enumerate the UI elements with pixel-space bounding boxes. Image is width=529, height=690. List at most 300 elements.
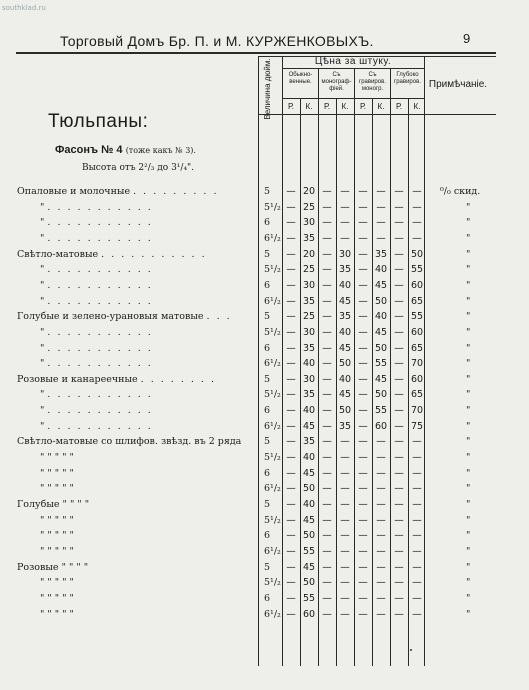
table-row [0,468,529,483]
price-cell: 25 [302,311,316,323]
price-cell: 40 [374,311,388,323]
row-size: 6 [264,467,271,479]
row-label [40,421,153,432]
row-label-text: " " " " " [40,467,74,479]
price-cell: — [322,592,332,604]
row-label [40,405,153,416]
price-cell: — [412,499,422,510]
price-cell: — [358,373,368,385]
row-label [40,452,74,463]
price-cell: — [322,436,332,448]
price-cell: — [340,467,350,479]
price-cell: — [376,561,386,573]
row-label [40,280,153,291]
table-row [0,311,529,326]
row-label [40,468,74,479]
price-cell: 45 [374,373,388,385]
price-cell: — [286,499,296,510]
row-note: " [466,467,471,479]
price-cell: 40 [338,326,352,338]
price-cell: — [358,545,368,557]
price-cell: — [358,217,368,229]
price-cell: — [322,217,332,229]
price-cell: — [322,389,332,401]
rk-label: Р. [287,102,295,111]
row-label [40,343,153,354]
price-cell: — [322,545,332,557]
row-size: 6¹/₂ [264,483,281,495]
price-cell: — [322,499,332,510]
price-cell: — [358,467,368,479]
price-cell: — [286,561,296,573]
table-row [0,186,529,201]
price-cell: 30 [302,373,316,385]
row-size: 5¹/₂ [264,201,281,213]
price-cell: — [376,499,386,510]
section-title: Тюльпаны: [48,111,149,132]
leader-dots: . . . . . . . . . . . [47,420,153,432]
price-cell: — [286,545,296,557]
price-cell: — [322,483,332,495]
price-cell: — [322,608,332,620]
price-cell: 65 [410,389,424,401]
leader-dots: . . . . . . . . . . . [47,232,153,244]
price-cell: — [394,186,404,197]
row-label [40,217,153,228]
price-cell: — [394,608,404,620]
price-cell: — [394,436,404,448]
price-cell: — [322,248,332,260]
price-cell: — [412,452,422,464]
price-cell: — [340,577,350,589]
row-note: " [466,452,471,464]
price-cell: — [394,264,404,276]
table-row [0,280,529,295]
table-row [0,499,529,514]
row-note: " [466,311,471,323]
price-cell: — [340,530,350,542]
row-note: " [466,264,471,276]
price-cell: — [286,577,296,589]
row-note: " [466,326,471,338]
row-note: " [466,279,471,291]
table-row [0,593,529,608]
price-cell: 20 [302,248,316,260]
price-cell: — [286,452,296,464]
rk-label: К. [341,102,349,111]
price-cell: — [358,530,368,542]
price-cell: 40 [338,279,352,291]
price-cell: 60 [410,279,424,291]
price-cell: — [286,217,296,229]
price-cell: — [376,514,386,526]
row-size: 5 [264,311,271,323]
table-row [0,296,529,311]
row-size: 5¹/₂ [264,452,281,464]
row-label-text: " " " " " [40,483,74,495]
price-cell: — [376,217,386,229]
fason-line [55,144,196,156]
price-cell: — [394,279,404,291]
price-cell: — [376,186,386,197]
row-size: 5 [264,561,271,573]
price-cell: — [286,358,296,370]
price-cell: — [358,232,368,244]
price-cell: 40 [338,373,352,385]
price-cell: 40 [302,452,316,464]
price-cell: — [376,592,386,604]
row-note: " [466,389,471,401]
price-cell: — [376,201,386,213]
price-cell: — [412,577,422,589]
height-range: Высота отъ 2²/₃ до 3¹/₄". [82,163,195,173]
row-size: 5¹/₂ [264,577,281,589]
price-cell: — [358,483,368,495]
row-size: 6 [264,592,271,604]
row-note: " [466,436,471,448]
table-row [0,421,529,436]
table-row [0,530,529,545]
price-cell: 60 [410,373,424,385]
row-label [40,483,74,494]
leader-dots: . . . . . . . . . [133,186,219,197]
price-cell: 35 [338,311,352,323]
price-col-ordinary: Обыкно-венные. [288,72,313,85]
price-cell: — [358,326,368,338]
price-cell: — [286,592,296,604]
price-cell: — [376,467,386,479]
table-row [0,546,529,561]
price-cell: — [340,232,350,244]
leader-dots: . . . . . . . . . . . [101,248,207,260]
price-cell: — [358,311,368,323]
price-cell: — [322,326,332,338]
price-cell: — [322,561,332,573]
note-column-header: Примѣчаніе. [428,79,488,90]
row-label-text: " " " " " [40,530,74,542]
table-row [0,405,529,420]
price-cell: 40 [302,358,316,370]
price-cell: — [394,405,404,417]
row-label-text: " [40,264,45,276]
price-cell: 50 [374,295,388,307]
row-size: 5 [264,186,271,197]
price-cell: — [286,514,296,526]
price-cell: — [340,514,350,526]
price-cell: — [286,264,296,276]
row-size: 5 [264,373,271,385]
row-label [40,593,74,604]
price-cell: — [394,499,404,510]
row-label-text: " [40,217,45,229]
row-label-text: " [40,326,45,338]
leader-dots: . . . . . . . . . . . [47,405,153,417]
price-cell: — [394,232,404,244]
price-cell: — [286,326,296,338]
rk-label: К. [413,102,421,111]
price-cell: 60 [410,326,424,338]
price-cell: — [394,514,404,526]
price-cell: — [412,436,422,448]
price-cell: — [286,201,296,213]
price-cell: — [358,264,368,276]
price-cell: — [322,420,332,432]
leader-dots: . . . . . . . . . . . [47,358,153,370]
row-size: 6¹/₂ [264,232,281,244]
row-note: " [466,514,471,526]
row-note: " [466,295,471,307]
price-cell: 45 [338,342,352,354]
price-cell: — [322,530,332,542]
price-cell: 40 [302,405,316,417]
table-row [0,202,529,217]
row-size: 5¹/₂ [264,514,281,526]
row-note: " [466,592,471,604]
price-cell: — [394,545,404,557]
row-label-text: " " " " " [40,452,74,464]
price-cell: 55 [374,405,388,417]
price-cell: — [340,436,350,448]
table-row [0,217,529,232]
price-cell: 45 [302,561,316,573]
table-row [0,609,529,624]
price-cell: — [394,561,404,573]
row-label [40,577,74,588]
price-cell: — [322,405,332,417]
price-title-rule [282,68,424,69]
price-cell: — [376,436,386,448]
price-cell: 30 [302,217,316,229]
row-label-text: " " " " " [40,608,74,620]
row-label [17,436,241,447]
row-label-text: " [40,420,45,432]
price-cell: — [376,232,386,244]
row-label [40,233,153,244]
page-header-title: Торговый Домъ Бр. П. и М. КУРЖЕНКОВЫХЪ. [60,33,374,49]
row-note: " [466,499,471,510]
price-cell: — [358,577,368,589]
row-size: 6¹/₂ [264,420,281,432]
price-cell: 60 [302,608,316,620]
row-label-text: " " " " " [40,577,74,589]
row-note: ⁰/₀ скид. [440,186,481,197]
price-cell: 40 [302,499,316,510]
row-label-text: Свѣтло-матовые [17,248,99,260]
row-note: " [466,405,471,417]
row-label [40,296,153,307]
row-label [40,358,153,369]
table-row [0,562,529,577]
price-cell: — [358,561,368,573]
row-label [40,264,153,275]
table-row [0,389,529,404]
price-cell: — [340,608,350,620]
price-cell: — [412,201,422,213]
price-cell: — [376,608,386,620]
row-label-text: " " " " " [40,592,74,604]
price-cell: — [412,467,422,479]
price-cell: — [286,436,296,448]
price-cell: — [394,217,404,229]
row-label-text: " [40,295,45,307]
price-cell: — [394,452,404,464]
row-label [40,609,74,620]
row-note: " [466,530,471,542]
price-cell: — [412,232,422,244]
row-label-text: " [40,279,45,291]
price-cell: — [394,326,404,338]
price-cell: — [376,452,386,464]
price-cell: — [286,279,296,291]
price-cell: — [358,592,368,604]
row-note: " [466,577,471,589]
row-size: 5 [264,499,271,510]
row-size: 6¹/₂ [264,545,281,557]
row-label-text: Розовые и канареечные [17,373,138,385]
price-cell: 35 [302,342,316,354]
header-rule [16,52,496,54]
price-cell: — [340,561,350,573]
price-cell: — [286,420,296,432]
price-cell: 50 [410,248,424,260]
price-cell: — [412,186,422,197]
price-cell: 35 [302,295,316,307]
row-label-text: " [40,405,45,417]
row-note: " [466,232,471,244]
price-cell: — [286,608,296,620]
row-label-text: Розовые " " " " [17,561,89,573]
price-cell: 50 [338,358,352,370]
price-header: Цѣна за штуку. [314,56,392,67]
price-cell: — [322,186,332,197]
price-col-engraved-monogram: Съ гравиров. моногр. [359,72,386,92]
price-cell: — [322,452,332,464]
rk-label: Р. [323,102,331,111]
price-cell: — [286,405,296,417]
price-cell: — [358,389,368,401]
price-cell: 30 [302,279,316,291]
price-cell: — [340,201,350,213]
price-cell: 55 [410,264,424,276]
price-cell: 40 [374,264,388,276]
price-cell: — [412,545,422,557]
price-cell: — [322,295,332,307]
price-cell: 30 [338,248,352,260]
leader-dots: . . . . . . . . . . . [47,264,153,276]
leader-dots: . . . . . . . . . . . [47,217,153,229]
price-cell: — [358,405,368,417]
row-label-text: " [40,358,45,370]
table-row [0,374,529,389]
leader-dots: . . . . . . . . . . . [47,326,153,338]
row-size: 6 [264,279,271,291]
price-cell: — [394,311,404,323]
row-size: 6¹/₂ [264,608,281,620]
price-cell: 45 [302,514,316,526]
price-cell: 55 [302,545,316,557]
price-cell: — [412,483,422,495]
table-row [0,327,529,342]
price-cell: — [340,592,350,604]
row-note: " [466,248,471,260]
price-cell: — [394,389,404,401]
row-note: " [466,358,471,370]
price-cell: 35 [338,420,352,432]
row-label-text: " [40,201,45,213]
table-row [0,358,529,373]
price-cell: 55 [374,358,388,370]
row-label-text: Опаловые и молочные [17,186,131,197]
price-cell: — [340,545,350,557]
price-cell: — [286,373,296,385]
price-cell: — [394,530,404,542]
price-cell: — [322,232,332,244]
price-cell: — [322,279,332,291]
row-label [17,311,232,322]
price-cell: 25 [302,201,316,213]
price-cell: — [286,389,296,401]
price-cell: — [340,499,350,510]
price-cell: 50 [302,530,316,542]
price-cell: — [322,577,332,589]
row-note: " [466,483,471,495]
price-cell: — [376,577,386,589]
price-cell: — [358,295,368,307]
row-note: " [466,201,471,213]
price-cell: — [412,592,422,604]
price-cell: — [412,217,422,229]
price-cell: 35 [302,389,316,401]
row-size: 5 [264,436,271,448]
row-size: 6 [264,342,271,354]
price-cell: — [286,295,296,307]
price-cell: — [358,358,368,370]
price-cell: — [394,342,404,354]
row-size: 6 [264,530,271,542]
row-label-text: " [40,342,45,354]
row-label [40,546,74,557]
row-label-text: " [40,232,45,244]
row-size: 6¹/₂ [264,295,281,307]
table-row [0,233,529,248]
row-label [17,499,89,510]
row-note: " [466,545,471,557]
rk-label: Р. [359,102,367,111]
row-label [40,202,153,213]
price-cell: — [394,248,404,260]
price-cell: — [340,452,350,464]
price-cell: — [322,201,332,213]
price-cell: — [358,342,368,354]
price-cell: — [412,514,422,526]
price-cell: — [322,311,332,323]
row-size: 6 [264,217,271,229]
row-note: " [466,561,471,573]
price-cell: — [358,279,368,291]
table-row [0,515,529,530]
price-col-monogram: Съ монограф-фіей. [321,72,352,92]
leader-dots: . . . [206,311,232,323]
price-cell: — [286,483,296,495]
table-row [0,249,529,264]
row-label [17,562,88,573]
price-cell: 30 [302,326,316,338]
price-cell: 45 [302,467,316,479]
price-cell: — [286,311,296,323]
price-cell: — [286,232,296,244]
price-cell: — [358,452,368,464]
row-size: 6¹/₂ [264,358,281,370]
